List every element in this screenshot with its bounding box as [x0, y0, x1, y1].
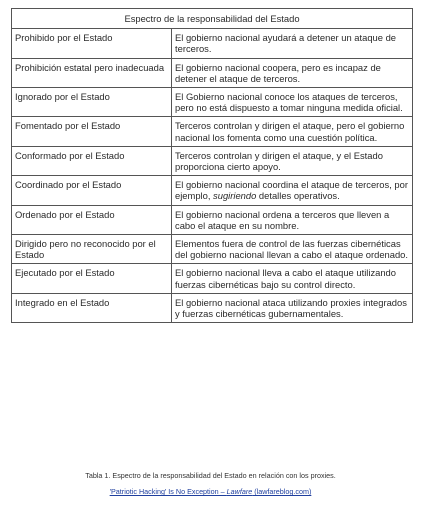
- category-cell: Ejecutado por el Estado: [12, 264, 172, 293]
- description-cell: Terceros controlan y dirigen el ataque, pero el gobierno nacional los fomenta como una cuestión política.: [172, 117, 413, 146]
- description-cell: El gobierno nacional ordena a terceros que lleven a cabo el ataque en su nombre.: [172, 205, 413, 234]
- category-cell: Integrado en el Estado: [12, 293, 172, 322]
- table-row: [12, 293, 413, 322]
- description-cell: El gobierno nacional lleva a cabo el ataque utilizando fuerzas cibernéticas bajo su control directo.: [172, 264, 413, 293]
- source-publication: Lawfare: [226, 487, 253, 496]
- category-cell: Dirigido pero no reconocido por el Estado: [12, 235, 172, 264]
- table-row: [12, 235, 413, 264]
- source-article-title: 'Patriotic Hacking' Is No Exception –: [109, 487, 227, 496]
- category-cell: Coordinado por el Estado: [12, 176, 172, 205]
- source-domain: (lawfareblog.com): [252, 487, 312, 496]
- source-link[interactable]: [110, 487, 312, 496]
- source-line: [0, 487, 421, 496]
- table-row: [12, 29, 413, 58]
- table-caption: Tabla 1. Espectro de la responsabilidad del Estado en relación con los proxies.: [85, 471, 336, 480]
- table-row: [12, 58, 413, 87]
- table-header-row: [12, 9, 413, 29]
- table-row: [12, 176, 413, 205]
- table-row: [12, 264, 413, 293]
- description-emphasis: sugiriendo: [213, 190, 257, 202]
- description-text: El gobierno nacional coordina el ataque de terceros, por ejemplo,: [175, 179, 408, 202]
- category-cell: Prohibido por el Estado: [12, 29, 172, 58]
- description-cell: El gobierno nacional ataca utilizando proxies integrados y fuerzas cibernéticas gubernamentales.: [172, 293, 413, 322]
- table-row: [12, 205, 413, 234]
- description-cell: [172, 176, 413, 205]
- document: [11, 8, 412, 323]
- description-cell: Elementos fuera de control de las fuerzas cibernéticas del gobierno nacional llevan a cabo el ataque ordenado.: [172, 235, 413, 264]
- table-row: [12, 146, 413, 175]
- description-cell: Terceros controlan y dirigen el ataque, y el Estado proporciona cierto apoyo.: [172, 146, 413, 175]
- responsibility-spectrum-table: [11, 8, 413, 323]
- category-cell: Ordenado por el Estado: [12, 205, 172, 234]
- category-cell: Fomentado por el Estado: [12, 117, 172, 146]
- table-row: [12, 88, 413, 117]
- table-title: Espectro de la responsabilidad del Estado: [12, 9, 413, 29]
- description-cell: El gobierno nacional ayudará a detener un ataque de terceros.: [172, 29, 413, 58]
- category-cell: Conformado por el Estado: [12, 146, 172, 175]
- description-text: detalles operativos.: [256, 190, 340, 202]
- description-cell: El Gobierno nacional conoce los ataques de terceros, pero no está dispuesto a tomar ninguna medida oficial.: [172, 88, 413, 117]
- category-cell: Ignorado por el Estado: [12, 88, 172, 117]
- category-cell: Prohibición estatal pero inadecuada: [12, 58, 172, 87]
- description-cell: El gobierno nacional coopera, pero es incapaz de detener el ataque de terceros.: [172, 58, 413, 87]
- table-row: [12, 117, 413, 146]
